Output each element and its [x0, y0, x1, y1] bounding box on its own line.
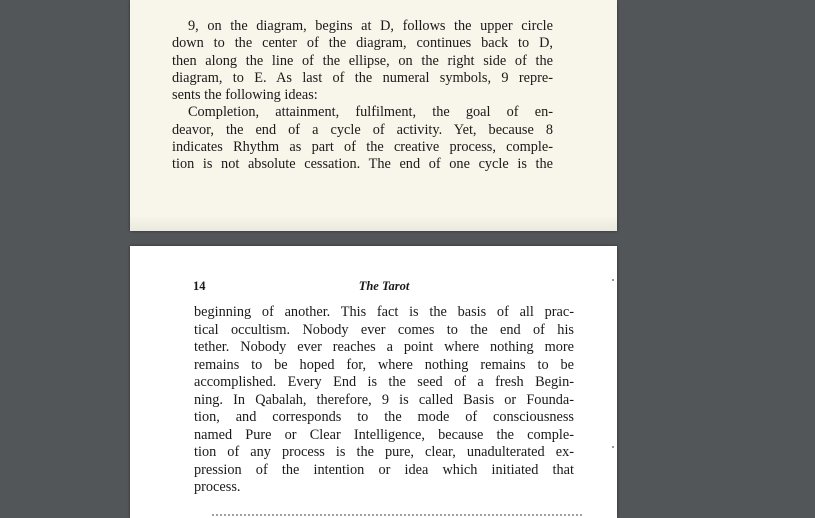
text-line: diagram, to E. As last of the numeral symbols, 9 repre- — [172, 69, 553, 86]
margin-speck — [612, 446, 614, 448]
text-line: named Pure or Clear Intelligence, because the comple- — [194, 426, 574, 443]
text-line: 9, on the diagram, begins at D, follows the upper circle — [188, 18, 553, 34]
text-line: deavor, the end of a cycle of activity. Yet, because 8 — [172, 121, 553, 138]
text-line: down to the center of the diagram, continues back to D, — [172, 35, 553, 52]
text-line: process. — [194, 479, 241, 495]
page-1-text-block — [172, 18, 553, 174]
page-2-text-block — [194, 304, 574, 497]
document-page-2 — [130, 246, 617, 518]
text-line: indicates Rhythm as part of the creative process, comple- — [172, 139, 553, 156]
page-number: 14 — [193, 279, 206, 293]
scan-artifact — [310, 246, 590, 250]
text-line: ning. In Qabalah, therefore, 9 is called Basis or Founda- — [194, 391, 574, 408]
text-line: tion is not absolute cessation. The end of one cycle is the — [172, 156, 553, 173]
next-line-cutoff — [212, 514, 582, 518]
text-line: accomplished. Every End is the seed of a fresh Begin- — [194, 374, 574, 390]
text-line: tion of any process is the pure, clear, unadulterated ex- — [194, 444, 574, 460]
text-line: tether. Nobody ever reaches a point where nothing more — [194, 339, 574, 355]
text-line: remains to be hoped for, where nothing remains to be — [194, 356, 574, 373]
running-title: The Tarot — [358, 279, 410, 293]
text-line: sents the following ideas: — [172, 87, 318, 104]
text-line: pression of the intention or idea which initiated that — [194, 461, 574, 478]
text-line: tical occultism. Nobody ever comes to the end of his — [194, 321, 574, 338]
text-line: tion, and corresponds to the mode of consciousness — [194, 409, 574, 425]
text-line: then along the line of the ellipse, on the right side of the — [172, 52, 553, 69]
document-page-1 — [130, 0, 617, 231]
margin-speck — [612, 279, 614, 281]
scan-shadow — [130, 215, 617, 231]
text-line: beginning of another. This fact is the basis of all prac- — [194, 304, 574, 320]
text-line: Completion, attainment, fulfilment, the goal of en- — [188, 104, 553, 121]
